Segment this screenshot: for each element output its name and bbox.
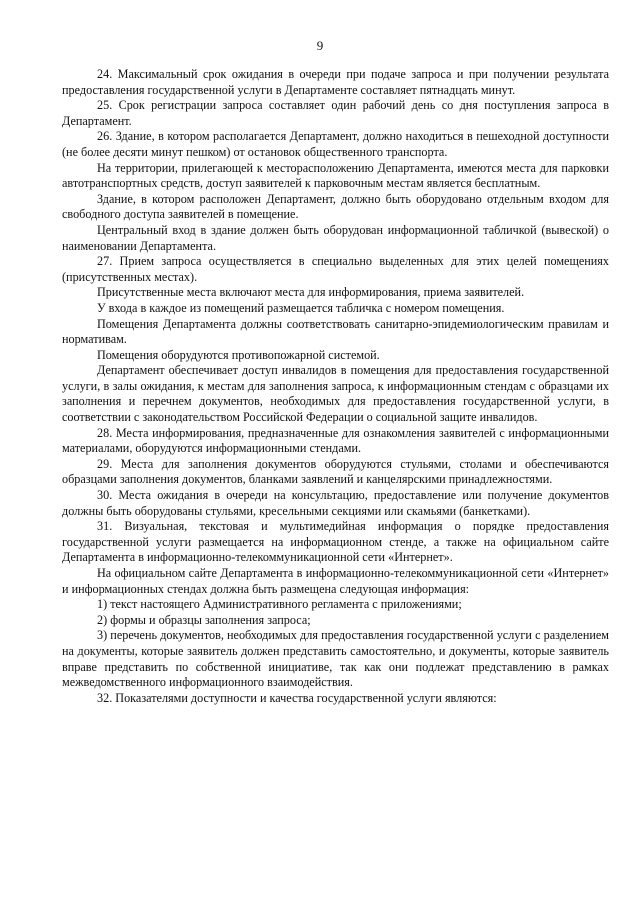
paragraph-32-quality-indicators: 32. Показателями доступности и качества государственной услуги являются: bbox=[97, 690, 497, 705]
paragraph-parking: На территории, прилегающей к месторасположению Департамента, имеются места для парковки автотранспортных средств, доступ заявителей к парковочным местам является бесплатным. bbox=[62, 160, 609, 191]
paragraph-fire-system: Помещения оборудуются противопожарной системой. bbox=[97, 347, 380, 362]
paragraph-24-waiting-time: 24. Максимальный срок ожидания в очереди при подаче запроса и при получении результата предоставления государственной услуги в Департаменте составляет пятнадцать минут. bbox=[62, 67, 609, 97]
paragraph-entrance-sign: Центральный вход в здание должен быть оборудован информационной табличкой (вывеской) о наименовании Департамента. bbox=[62, 222, 609, 253]
list-item-2: 2) формы и образцы заполнения запроса; bbox=[97, 612, 311, 627]
list-item-1: 1) текст настоящего Административного регламента с приложениями; bbox=[97, 597, 462, 612]
paragraph-sanitary-rules: Помещения Департамента должны соответствовать санитарно-эпидемиологическим правилам и нормативам. bbox=[62, 316, 609, 347]
paragraph-website-info: На официальном сайте Департамента в информационно-телекоммуникационной сети «Интернет» и информационных стендах должна быть размещена следующая информация: bbox=[62, 566, 609, 596]
paragraph-31-visual-info: 31. Визуальная, текстовая и мультимедийная информация о порядке предоставления государственной услуги размещается на информационном стенде, а также на официальном сайте Департамента в информационно-телекоммуникационной сети «Интернет». bbox=[62, 519, 609, 565]
paragraph-reception-places: Присутственные места включают места для информирования, приема заявителей. bbox=[97, 285, 525, 300]
paragraph-28-info-stands: 28. Места информирования, предназначенные для ознакомления заявителей с информационными материалами, оборудуются информационными стендами. bbox=[62, 425, 609, 456]
list-item-3: 3) перечень документов, необходимых для предоставления государственной услуги с разделением на документы, которые заявитель должен представить самостоятельно, и документы, которые заявитель вправе представить по собственной инициативе, так как они подлежат представлению в рамках межведомственного информационного взаимодействия. bbox=[62, 628, 609, 690]
paragraph-29-document-filling: 29. Места для заполнения документов оборудуются стульями, столами и обеспечиваются образцами заполнения документов, бланками заявлений и канцелярскими принадлежностями. bbox=[62, 456, 609, 487]
paragraph-separate-entrance: Здание, в котором расположен Департамент, должно быть оборудовано отдельным входом для свободного доступа заявителей в помещение. bbox=[62, 191, 609, 222]
paragraph-26-building-location: 26. Здание, в котором располагается Департамент, должно находиться в пешеходной доступности (не более десяти минут пешком) от остановок общественного транспорта. bbox=[62, 129, 609, 159]
paragraph-25-registration-term: 25. Срок регистрации запроса составляет один рабочий день со дня поступления запроса в Департамент. bbox=[62, 98, 609, 128]
document-body bbox=[62, 67, 609, 706]
page-number: 9 bbox=[316, 38, 324, 53]
paragraph-room-number-sign: У входа в каждое из помещений размещается табличка с номером помещения. bbox=[97, 300, 505, 315]
paragraph-27-reception-rooms: 27. Прием запроса осуществляется в специально выделенных для этих целей помещениях (присутственных местах). bbox=[62, 254, 609, 284]
paragraph-30-waiting-places: 30. Места ожидания в очереди на консультацию, предоставление или получение документов должны быть оборудованы стульями, кресельными секциями или скамьями (банкетками). bbox=[62, 488, 609, 518]
paragraph-disabled-access: Департамент обеспечивает доступ инвалидов в помещения для предоставления государственной услуги, в залы ожидания, к местам для заполнения запроса, к информационным стендам с образцами их заполнения и перечнем документов, необходимых для предоставления государственной услуги, в соответствии с законодательством Российской Федерации о социальной защите инвалидов. bbox=[62, 363, 609, 425]
